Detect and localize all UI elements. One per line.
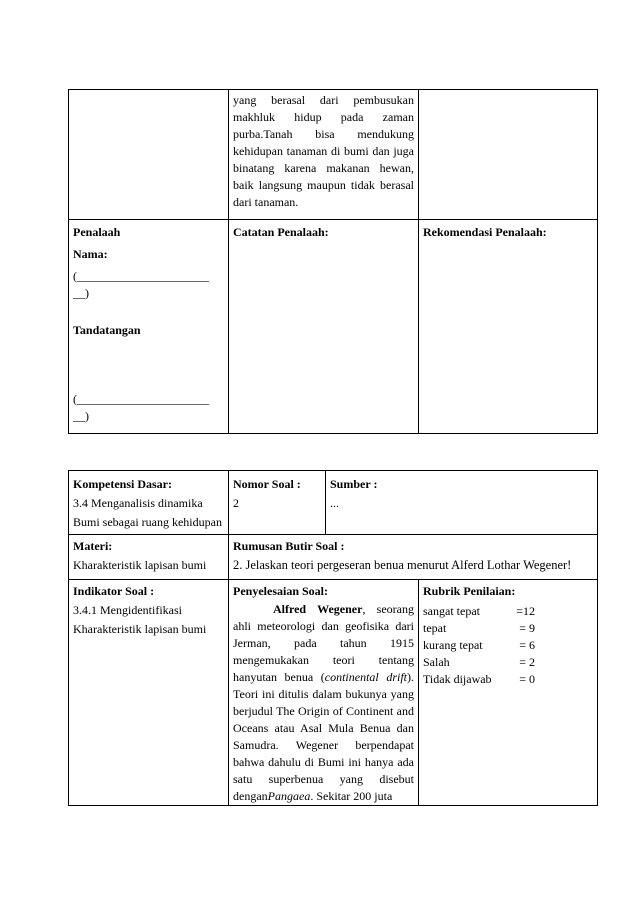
reviewer-cell (69, 220, 229, 434)
answer-continuation-text: yang berasal dari pembusukan makhluk hidup pada zaman purba.Tanah bisa mendukung kehidupan tanaman di bumi dan juga binatang karena makanan hewan, baik langsung maupun tidak berasal dari tanaman. (233, 93, 414, 209)
penyelesaian-text-2: ). Teori ini ditulis dalam bukunya yang berjudul The Origin of Continent and Oceans atau Asal Mula Benua dan Samudra. Wegener berpendapat bahwa dahulu di Bumi ini hanya ada satu superbenua yang disebut dengan (233, 670, 414, 803)
name-line-end: __) (73, 286, 89, 300)
nomor-cell (229, 471, 326, 535)
review-table (68, 89, 598, 434)
materi-label: Materi: (73, 539, 113, 553)
penyelesaian-name: Alfred Wegener (273, 602, 363, 616)
table-row (69, 220, 598, 434)
penyelesaian-cell (229, 580, 419, 806)
rubrik-value: = 9 (519, 621, 535, 635)
sumber-label: Sumber : (330, 477, 378, 491)
penyelesaian-text (233, 601, 414, 805)
penyelesaian-label: Penyelesaian Soal: (233, 584, 328, 598)
signature-line-end: __) (73, 409, 89, 423)
rubrik-value: =12 (516, 604, 535, 618)
materi-value: Kharakteristik lapisan bumi (73, 558, 207, 572)
table-row (69, 580, 598, 806)
nama-label: Nama: (73, 247, 108, 261)
table-row (69, 90, 598, 220)
rubrik-value: = 6 (519, 638, 535, 652)
rubrik-value: = 0 (519, 672, 535, 686)
rubrik-key: sangat tepat (423, 604, 480, 618)
sumber-cell (326, 471, 598, 535)
empty-cell (69, 90, 229, 220)
indikator-text: Kharakteristik lapisan bumi (73, 622, 207, 636)
rekomendasi-cell (419, 220, 598, 434)
answer-continuation-cell (229, 90, 419, 220)
rumusan-label: Rumusan Butir Soal : (233, 539, 345, 553)
nomor-value: 2 (233, 496, 239, 510)
rubrik-cell (419, 580, 598, 806)
penyelesaian-italic-pangaea: Pangaea (267, 789, 311, 803)
table-row (69, 471, 598, 535)
list-item (423, 654, 593, 671)
rubrik-key: Salah (423, 655, 450, 669)
indikator-label: Indikator Soal : (73, 584, 155, 598)
penelaah-label: Penalaah (73, 225, 121, 239)
kompetensi-label: Kompetensi Dasar: (73, 477, 172, 491)
rumusan-cell (229, 535, 598, 580)
rubrik-key: Tidak dijawab (423, 672, 492, 686)
indikator-code: 3.4.1 Mengidentifikasi (73, 603, 182, 617)
penyelesaian-text-1: , seorang ahli meteorologi dan geofisika dari Jerman, pada tahun 1915 mengemukakan teori tentang hanyutan benua ( (233, 602, 414, 684)
penyelesaian-text-3: . Sekitar 200 juta (310, 789, 393, 803)
tandatangan-label: Tandatangan (73, 323, 141, 337)
rumusan-text: 2. Jelaskan teori pergeseran benua menurut Alferd Lothar Wegener! (233, 558, 572, 572)
penyelesaian-italic-term: continental drift (324, 670, 407, 684)
indikator-cell (69, 580, 229, 806)
rekomendasi-label: Rekomendasi Penalaah: (423, 225, 547, 239)
rubrik-key: kurang tepat (423, 638, 483, 652)
kompetensi-text: 3.4 Menganalisis dinamika Bumi sebagai ruang kehidupan (73, 496, 222, 529)
question-card-table (68, 470, 598, 806)
catatan-cell (229, 220, 419, 434)
rubrik-key: tepat (423, 621, 447, 635)
rubrik-label: Rubrik Penilaian: (423, 584, 516, 598)
table-row (69, 535, 598, 580)
list-item (423, 603, 593, 620)
rubrik-value: = 2 (519, 655, 535, 669)
signature-line: (______________________ (73, 392, 209, 406)
list-item (423, 671, 593, 688)
empty-cell (419, 90, 598, 220)
list-item (423, 637, 593, 654)
materi-cell (69, 535, 229, 580)
nomor-label: Nomor Soal : (233, 477, 301, 491)
rubrik-list (423, 603, 593, 688)
list-item (423, 620, 593, 637)
kompetensi-cell (69, 471, 229, 535)
name-line: (______________________ (73, 269, 209, 283)
sumber-value: ... (330, 496, 339, 510)
catatan-label: Catatan Penalaah: (233, 225, 329, 239)
